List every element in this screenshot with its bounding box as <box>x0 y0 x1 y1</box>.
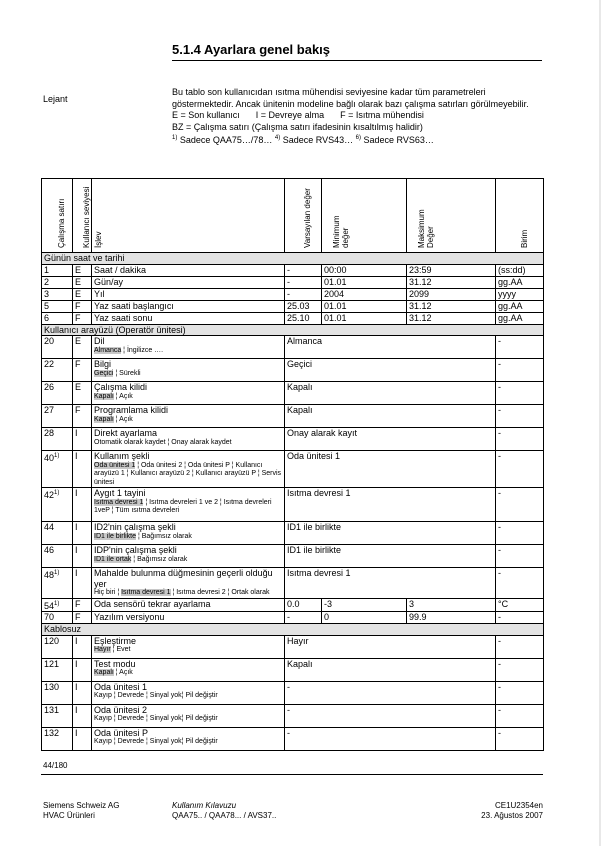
section-title: Kullanıcı arayüzü (Operatör ünitesi) <box>42 324 544 336</box>
line-number-cell <box>42 704 73 727</box>
function-cell <box>92 545 285 568</box>
function-cell <box>92 264 285 276</box>
max-value: 99.9 <box>407 612 496 624</box>
line-number-cell <box>42 522 73 545</box>
note6-mark: 6) <box>355 135 362 141</box>
option-text: ¦ Oda ünitesi 2 ¦ Oda ünitesi P ¦ Kullanıcı arayüzü 1 ¦ Kullanıcı arayüzü 2 ¦ Kullanıcı arayüzü P ¦ Servis ünitesi <box>94 461 282 486</box>
user-level: I <box>73 704 92 727</box>
unit: - <box>496 488 544 522</box>
function-cell <box>92 428 285 451</box>
user-level: E <box>73 336 92 359</box>
max-value: 31.12 <box>407 312 496 324</box>
min-value: -3 <box>322 598 407 612</box>
default-value: - <box>285 612 322 624</box>
section-row <box>42 253 544 265</box>
user-level: E <box>73 382 92 405</box>
function-name: Test modu <box>94 658 136 669</box>
max-value: 2099 <box>407 288 496 300</box>
line-number-cell <box>42 568 73 599</box>
table-row <box>42 598 544 612</box>
line-number-cell <box>42 451 73 488</box>
unit: gg.AA <box>496 276 544 288</box>
default-option: Hayır <box>94 646 111 653</box>
function-cell <box>92 681 285 704</box>
settings-table-body <box>42 179 544 751</box>
line-number-cell <box>42 681 73 704</box>
table-row <box>42 382 544 405</box>
table-row <box>42 428 544 451</box>
table-row <box>42 451 544 488</box>
legend-bz: BZ = Çalışma satırı (Çalışma satırı ifadesinin kısaltılmış halidir) <box>172 121 423 132</box>
legend-e: E = Son kullanıcı <box>172 110 240 120</box>
unit: °C <box>496 598 544 612</box>
footer-models: QAA75.. / QAA78... / AVS37.. <box>172 811 277 820</box>
min-value: 0 <box>322 612 407 624</box>
user-level: I <box>73 568 92 599</box>
unit: - <box>496 522 544 545</box>
user-level: I <box>73 681 92 704</box>
unit: - <box>496 635 544 658</box>
function-name: Yazılım versiyonu <box>94 612 165 622</box>
footer-division: HVAC Ürünleri <box>43 811 95 820</box>
line-number-cell <box>42 658 73 681</box>
default-option: Kapalı <box>94 669 114 676</box>
table-row <box>42 300 544 312</box>
function-name: Çalışma kilidi <box>94 382 148 392</box>
max-value: 3 <box>407 598 496 612</box>
table-row <box>42 568 544 599</box>
legend-label: Lejant <box>43 94 68 104</box>
user-level: F <box>73 300 92 312</box>
note4: Sadece RVS43… <box>280 135 354 145</box>
settings-table <box>41 178 544 751</box>
default-value: - <box>285 288 322 300</box>
option-text: ¦ Bağımsız olarak <box>131 555 188 563</box>
function-options <box>94 462 282 488</box>
default-value: Oda ünitesi 1 <box>285 451 496 488</box>
note4-mark: 4) <box>274 135 281 141</box>
line-number-cell <box>42 288 73 300</box>
default-option: Kapalı <box>94 415 114 423</box>
default-value: - <box>285 276 322 288</box>
option-text: Kayıp ¦ Devrede ¦ Sinyal yok¦ Pil değiştir <box>94 692 218 699</box>
max-value: 31.12 <box>407 276 496 288</box>
user-level: F <box>73 612 92 624</box>
function-options <box>94 370 282 379</box>
function-cell <box>92 727 285 750</box>
option-text: ¦ İngilizce …. <box>121 346 164 354</box>
function-cell <box>92 300 285 312</box>
line-number: 42 <box>44 490 55 500</box>
line-number-cell <box>42 382 73 405</box>
function-cell <box>92 405 285 428</box>
legend-text: Bu tablo son kullanıcıdan ısıtma mühendisi seviyesine kadar tüm parametreleri göstermektedir. Ancak ünitenin modeline bağlı olarak bazı çalışma satırları görülmeyebilir. <box>172 87 529 109</box>
function-options <box>94 533 282 542</box>
user-level: I <box>73 488 92 522</box>
user-level: E <box>73 288 92 300</box>
unit: yyyy <box>496 288 544 300</box>
function-options <box>94 715 282 724</box>
default-value: - <box>285 681 496 704</box>
user-level: F <box>73 359 92 382</box>
footer-middle <box>172 801 276 821</box>
default-value: 25.03 <box>285 300 322 312</box>
line-number: 40 <box>44 453 55 463</box>
default-value: ID1 ile birlikte <box>285 522 496 545</box>
unit: gg.AA <box>496 300 544 312</box>
function-cell <box>92 359 285 382</box>
option-text: ¦ Açık <box>113 669 133 676</box>
line-number: 48 <box>44 570 55 580</box>
legend-block <box>172 87 542 147</box>
function-options <box>94 692 282 701</box>
table-row <box>42 727 544 750</box>
function-cell <box>92 451 285 488</box>
table-row <box>42 658 544 681</box>
function-options <box>94 499 282 516</box>
function-name: Oda ünitesi 2 <box>94 704 148 715</box>
table-row <box>42 276 544 288</box>
function-cell <box>92 288 285 300</box>
min-value: 01.01 <box>322 312 407 324</box>
default-option: Almanca <box>94 346 122 354</box>
option-text: ¦ Açık <box>113 392 133 400</box>
table-row <box>42 336 544 359</box>
user-level: I <box>73 635 92 658</box>
user-level: I <box>73 428 92 451</box>
function-name: Kullanım şekli <box>94 451 150 461</box>
table-row <box>42 288 544 300</box>
function-options <box>94 738 282 747</box>
line-number-cell <box>42 545 73 568</box>
legend-notes <box>172 133 542 147</box>
default-value: Onay alarak kayıt <box>285 428 496 451</box>
function-options <box>94 669 282 678</box>
unit: - <box>496 681 544 704</box>
function-name: IDP'nin çalışma şekli <box>94 545 177 555</box>
line-number: 2 <box>44 276 50 287</box>
table-row <box>42 522 544 545</box>
option-text: Otomatik olarak kaydet ¦ Onay alarak kaydet <box>94 438 232 446</box>
default-value: 25.10 <box>285 312 322 324</box>
unit: - <box>496 727 544 750</box>
function-options <box>94 556 282 565</box>
line-number: 46 <box>44 545 55 555</box>
line-number-cell <box>42 336 73 359</box>
unit: - <box>496 545 544 568</box>
line-number: 5 <box>44 300 50 311</box>
unit: - <box>496 568 544 599</box>
line-number-cell <box>42 359 73 382</box>
function-name: Mahalde bulunma düğmesinin geçerli olduğu yer <box>94 568 273 589</box>
section-title: Kablosuz <box>42 624 544 636</box>
function-options <box>94 439 282 448</box>
function-options <box>94 416 282 425</box>
user-level: I <box>73 727 92 750</box>
section-title: 5.1.4 Ayarlara genel bakış <box>172 42 331 57</box>
option-text: Kayıp ¦ Devrede ¦ Sinyal yok¦ Pil değiştir <box>94 715 218 722</box>
footer-doc-id: CE1U2354en <box>494 801 543 810</box>
line-number: 6 <box>44 312 50 323</box>
user-level: F <box>73 598 92 612</box>
line-number-cell <box>42 727 73 750</box>
line-number: 120 <box>44 635 60 646</box>
default-value: - <box>285 727 496 750</box>
title-rule <box>172 60 542 61</box>
function-cell <box>92 568 285 599</box>
section-row <box>42 624 544 636</box>
default-option: Oda ünitesi 1 <box>94 461 136 469</box>
legend-i: I = Devreye alma <box>255 110 325 120</box>
default-value: 0.0 <box>285 598 322 612</box>
line-number-cell <box>42 635 73 658</box>
header-unit: Birim <box>496 179 544 253</box>
user-level: I <box>73 522 92 545</box>
option-text: ¦ Sürekli <box>113 369 141 377</box>
default-value: Kapalı <box>285 658 496 681</box>
function-name: Direkt ayarlama <box>94 428 158 438</box>
line-number: 20 <box>44 336 55 346</box>
line-number: 121 <box>44 658 60 669</box>
header-min: Minimum değer <box>322 179 407 253</box>
function-name: Programlama kilidi <box>94 405 169 415</box>
function-name: Yaz saati sonu <box>94 312 153 323</box>
line-number: 130 <box>44 681 60 692</box>
table-row <box>42 545 544 568</box>
function-name: Dil <box>94 336 105 346</box>
section-row <box>42 324 544 336</box>
table-row <box>42 359 544 382</box>
unit: - <box>496 612 544 624</box>
function-options <box>94 393 282 402</box>
line-number-cell <box>42 428 73 451</box>
function-cell <box>92 312 285 324</box>
default-value: Hayır <box>285 635 496 658</box>
min-value: 01.01 <box>322 276 407 288</box>
default-value: Geçici <box>285 359 496 382</box>
line-number-cell <box>42 488 73 522</box>
header-default: Varsayılan değer <box>285 179 322 253</box>
user-level: F <box>73 405 92 428</box>
unit: - <box>496 382 544 405</box>
function-name: Saat / dakika <box>94 264 147 275</box>
function-name: Eşleştirme <box>94 635 137 646</box>
unit: - <box>496 428 544 451</box>
min-value: 01.01 <box>322 300 407 312</box>
footer-company: Siemens Schweiz AG <box>43 801 120 810</box>
default-option: Isıtma devresi 1 <box>121 589 171 596</box>
option-text: ¦ Açık <box>113 415 133 423</box>
function-name: Yaz saati başlangıcı <box>94 300 174 311</box>
option-text: ¦ Evet <box>110 646 131 653</box>
default-option: Isıtma devresi 1 <box>94 498 144 506</box>
line-number: 1 <box>44 264 50 275</box>
default-option: ID1 ile ortak <box>94 555 132 563</box>
function-cell <box>92 598 285 612</box>
function-cell <box>92 635 285 658</box>
user-level: E <box>73 264 92 276</box>
max-value: 31.12 <box>407 300 496 312</box>
function-cell <box>92 488 285 522</box>
unit: - <box>496 359 544 382</box>
line-number: 132 <box>44 727 60 738</box>
table-row <box>42 635 544 658</box>
footnote-mark: 1) <box>54 600 60 607</box>
default-option: ID1 ile birlikte <box>94 532 137 540</box>
table-row <box>42 488 544 522</box>
unit: gg.AA <box>496 312 544 324</box>
option-text: Kayıp ¦ Devrede ¦ Sinyal yok¦ Pil değiştir <box>94 738 218 745</box>
function-options <box>94 646 282 655</box>
line-number: 22 <box>44 359 55 369</box>
page-number: 44/180 <box>43 761 68 770</box>
function-options <box>94 347 282 356</box>
function-name: Oda ünitesi P <box>94 727 149 738</box>
function-cell <box>92 382 285 405</box>
line-number: 27 <box>44 405 55 415</box>
default-value: ID1 ile birlikte <box>285 545 496 568</box>
footer-rule <box>41 774 543 775</box>
function-cell <box>92 276 285 288</box>
note1: Sadece QAA75…/78… <box>177 135 273 145</box>
table-row <box>42 704 544 727</box>
min-value: 2004 <box>322 288 407 300</box>
legend-f: F = Isıtma mühendisi <box>340 110 424 120</box>
line-number-cell <box>42 598 73 612</box>
unit: - <box>496 451 544 488</box>
table-row <box>42 405 544 428</box>
option-text: ¦ Isıtma devresi 2 ¦ Ortak olarak <box>170 589 270 596</box>
footer-date: 23. Ağustos 2007 <box>481 811 543 820</box>
default-value: Isıtma devresi 1 <box>285 568 496 599</box>
line-number: 28 <box>44 428 55 438</box>
default-value: - <box>285 264 322 276</box>
unit: (ss:dd) <box>496 264 544 276</box>
note6: Sadece RVS63… <box>361 135 434 145</box>
unit: - <box>496 336 544 359</box>
default-option: Kapalı <box>94 392 114 400</box>
line-number: 26 <box>44 382 55 392</box>
option-text: ¦ Bağımsız olarak <box>136 532 192 540</box>
option-text: Hiç biri ¦ <box>94 589 122 596</box>
function-cell <box>92 612 285 624</box>
footnote-mark: 1) <box>54 453 60 459</box>
line-number: 70 <box>44 612 55 622</box>
legend-levels <box>172 110 542 122</box>
line-number-cell <box>42 276 73 288</box>
function-cell <box>92 658 285 681</box>
default-value: - <box>285 704 496 727</box>
default-value: Almanca <box>285 336 496 359</box>
function-name: Oda sensörü tekrar ayarlama <box>94 598 211 609</box>
line-number-cell <box>42 612 73 624</box>
footer-right <box>481 801 543 821</box>
function-name: ID2'nin çalışma şekli <box>94 522 176 532</box>
unit: - <box>496 704 544 727</box>
function-name: Oda ünitesi 1 <box>94 681 148 692</box>
default-value: Kapalı <box>285 382 496 405</box>
min-value: 00:00 <box>322 264 407 276</box>
user-level: I <box>73 451 92 488</box>
note1-mark: 1) <box>172 135 178 141</box>
table-row <box>42 312 544 324</box>
line-number: 131 <box>44 704 60 715</box>
table-row <box>42 264 544 276</box>
function-name: Aygıt 1 tayini <box>94 488 146 498</box>
line-number-cell <box>42 312 73 324</box>
footnote-mark: 1) <box>54 490 60 496</box>
table-row <box>42 612 544 624</box>
line-number-cell <box>42 264 73 276</box>
user-level: I <box>73 545 92 568</box>
user-level: F <box>73 312 92 324</box>
default-value: Kapalı <box>285 405 496 428</box>
header-function: İşlev <box>92 179 285 253</box>
function-cell <box>92 704 285 727</box>
max-value: 23:59 <box>407 264 496 276</box>
function-name: Yıl <box>94 288 105 299</box>
unit: - <box>496 405 544 428</box>
function-name: Bilgi <box>94 359 112 369</box>
unit: - <box>496 658 544 681</box>
section-title: Günün saat ve tarihi <box>42 253 544 265</box>
default-value: Isıtma devresi 1 <box>285 488 496 522</box>
function-name: Gün/ay <box>94 276 124 287</box>
footer-doc-title: Kullanım Kılavuzu <box>172 801 237 810</box>
option-text: ¦ Isıtma devreleri 1 ve 2 ¦ Isıtma devreleri 1veP ¦ Tüm ısıtma devreleri <box>94 498 272 514</box>
table-header-row <box>42 179 544 253</box>
footnote-mark: 1) <box>54 570 60 576</box>
user-level: E <box>73 276 92 288</box>
function-cell <box>92 336 285 359</box>
table-row <box>42 681 544 704</box>
header-max: Maksimum Değer <box>407 179 496 253</box>
line-number-cell <box>42 405 73 428</box>
header-line: Çalışma satırı <box>42 179 73 253</box>
function-cell <box>92 522 285 545</box>
line-number: 3 <box>44 288 50 299</box>
header-level: Kullanıcı seviyesi <box>73 179 92 253</box>
user-level: I <box>73 658 92 681</box>
line-number: 44 <box>44 522 55 532</box>
footer-left <box>43 801 119 821</box>
function-options <box>94 589 282 598</box>
line-number: 54 <box>44 600 55 611</box>
line-number-cell <box>42 300 73 312</box>
default-option: Geçici <box>94 369 114 377</box>
